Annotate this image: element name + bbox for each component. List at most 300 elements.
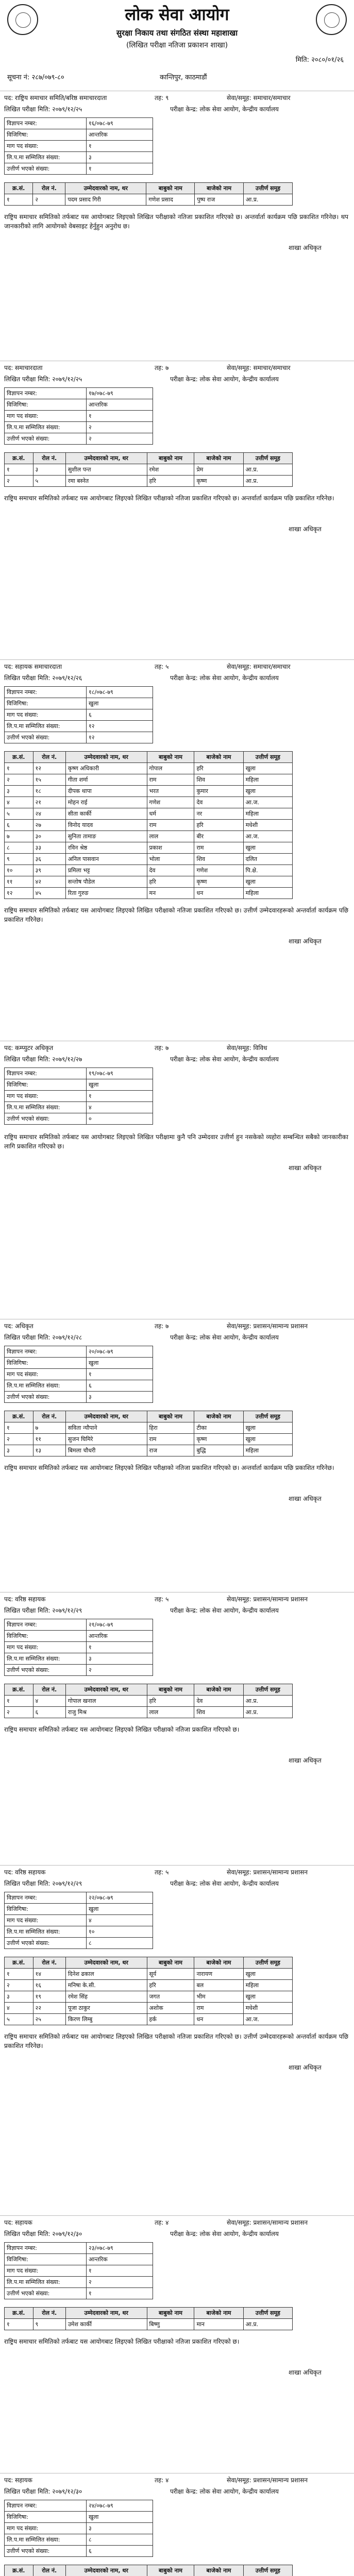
exam-date: लिखित परीक्षा मिति: २०७९/१२/२८ [4, 1334, 82, 1341]
post-row [0, 1041, 354, 1053]
summary-row [5, 433, 153, 445]
table-cell: नर [194, 808, 243, 820]
table-cell: आ.ज. [243, 797, 292, 808]
table-cell: ७ [5, 831, 33, 842]
table-cell: ४ [5, 797, 33, 808]
summary-table [4, 686, 153, 743]
post-name: पद: कम्प्युटर अधिकृत [4, 1044, 54, 1052]
summary-label: विजिगिषा: [5, 1358, 87, 1369]
summary-label: विज्ञापन नम्बर: [5, 2243, 87, 2254]
exam-date: लिखित परीक्षा मिति: २०७९/१२/३० [4, 2230, 82, 2238]
post-level: तह: ४ [155, 2477, 169, 2484]
summary-value: १२ [87, 732, 153, 743]
summary-value: ० [87, 1113, 153, 1125]
column-header: उम्मेदवारको नाम, थर [65, 2565, 147, 2576]
summary-row [5, 687, 153, 698]
table-row [5, 1445, 293, 1456]
section-signer: शाखा अधिकृत [289, 938, 322, 945]
table-row [5, 1980, 293, 1991]
table-cell: ११ [33, 1434, 65, 1445]
table-cell: रमेश सिंह [65, 1991, 147, 2003]
table-cell: गोपाल [147, 763, 194, 774]
summary-row [5, 1665, 153, 1676]
table-cell: कृष्ण [194, 476, 243, 487]
column-header: उम्मेदवारको नाम, थर [65, 752, 147, 763]
column-header: उम्मेदवारको नाम, थर [65, 1957, 147, 1969]
result-section [0, 361, 354, 533]
summary-value: २३/०७८-७९ [87, 2243, 153, 2254]
table-cell: १८ [33, 786, 65, 797]
exam-meta-row [0, 2485, 354, 2496]
section-signer: शाखा अधिकृत [289, 1164, 322, 1172]
table-cell: १ [5, 1696, 33, 1707]
table-cell: महिला [243, 1445, 292, 1456]
table-row [5, 774, 293, 786]
results-header-row [5, 1411, 293, 1422]
table-cell: ६ [5, 820, 33, 831]
post-service: सेवा/समूह: प्रशासन/सामान्य प्रशासन [227, 1596, 308, 1603]
summary-label: विजिगिषा: [5, 1904, 87, 1915]
table-cell: ४५ [33, 888, 65, 899]
summary-value: २ [87, 433, 153, 445]
summary-table-wrap [4, 1346, 153, 1403]
column-header: उम्मेदवारको नाम, थर [65, 183, 146, 194]
summary-label: विजिगिषा: [5, 1079, 87, 1091]
table-row [5, 476, 293, 487]
table-cell: खुला [243, 842, 292, 854]
results-table [4, 1411, 293, 1456]
post-name: पद: वरिष्ठ सहायक [4, 1596, 46, 1603]
table-cell: ४२ [33, 876, 65, 888]
summary-value: १ [87, 1091, 153, 1102]
table-cell: हरि [147, 476, 194, 487]
result-note: राष्ट्रिय समाचार समितिको तर्फबाट यस आयोगबाट लिइएको लिखित परीक्षाको नतिजा प्रकाशित गरिएको छ। [4, 2338, 240, 2345]
post-level: तह: ९ [155, 94, 169, 101]
exam-center: परीक्षा केन्द्र: लोक सेवा आयोग, केन्द्रीय कार्यालय [170, 1334, 279, 1341]
summary-label: लि.प.मा सम्मिलित संख्या: [5, 152, 87, 163]
table-row [5, 2014, 293, 2025]
summary-label: उत्तीर्ण भएको संख्या: [5, 1938, 87, 1949]
table-cell: दलित [243, 854, 292, 865]
summary-row [5, 1642, 153, 1653]
summary-value: आन्तरिक [87, 129, 153, 141]
table-cell: खुला [243, 763, 292, 774]
table-cell: सन्तोष पौडेल [65, 876, 147, 888]
summary-row [5, 1392, 153, 1403]
column-header: क्र.सं. [5, 183, 33, 194]
table-cell: २ [5, 1980, 33, 1991]
table-cell: ३ [5, 786, 33, 797]
column-header: बाबुको नाम [147, 1411, 194, 1422]
result-note: राष्ट्रिय समाचार समितिको तर्फबाट यस आयोगबाट लिइएको लिखित परीक्षाको नतिजा प्रकाशित गरिएको छ। अन्तर्वार्ता कार्यक्रम पछि प्रकाशित गरिनेछ। थप जानकारीको लागि आयोगको वेबसाइट हेर्नुहुन अनुरोध छ। [4, 213, 348, 230]
summary-row [5, 129, 153, 141]
summary-value: ६ [87, 709, 153, 721]
summary-label: लि.प.मा सम्मिलित संख्या: [5, 1653, 87, 1665]
table-cell: ३६ [33, 854, 65, 865]
summary-row [5, 1358, 153, 1369]
table-row [5, 786, 293, 797]
result-section [0, 1319, 354, 1502]
summary-row [5, 152, 153, 163]
table-cell: रमा बस्नेत [65, 476, 147, 487]
summary-row [5, 1631, 153, 1642]
post-level: तह: ४ [155, 2219, 169, 2226]
result-section [0, 91, 354, 251]
summary-row [5, 2277, 153, 2288]
exam-center: परीक्षा केन्द्र: लोक सेवा आयोग, केन्द्रीय कार्यालय [170, 2230, 279, 2238]
table-cell: जगत [147, 1991, 194, 2003]
table-cell: सुजन घिमिरे [65, 1434, 147, 1445]
summary-value: खुला [87, 2512, 153, 2523]
exam-center: परीक्षा केन्द्र: लोक सेवा आयोग, केन्द्रीय कार्यालय [170, 106, 279, 113]
table-cell: आ.प्र. [243, 1707, 292, 1718]
summary-label: उत्तीर्ण भएको संख्या: [5, 2546, 87, 2557]
results-header-row [5, 453, 293, 464]
table-cell: १ [5, 1969, 33, 1980]
summary-value: खुला [87, 1358, 153, 1369]
table-cell: १ [5, 464, 33, 476]
post-service: सेवा/समूह: विविध [227, 1044, 267, 1052]
summary-table-wrap [4, 1619, 153, 1676]
post-row [0, 2215, 354, 2227]
table-cell: प्रेम [194, 464, 243, 476]
summary-value: १ [87, 1369, 153, 1380]
column-header: उम्मेदवारको नाम, थर [65, 1411, 147, 1422]
table-cell: २ [33, 194, 65, 206]
table-cell: राम [147, 820, 194, 831]
summary-label: विज्ञापन नम्बर: [5, 1346, 87, 1358]
summary-row [5, 1619, 153, 1631]
column-header: बाबुको नाम [147, 752, 194, 763]
table-cell: २४ [33, 808, 65, 820]
exam-date: लिखित परीक्षा मिति: २०७९/१२/२९ [4, 1880, 82, 1887]
summary-table [4, 387, 153, 445]
summary-row [5, 1938, 153, 1949]
table-cell: ३० [33, 831, 65, 842]
column-header: क्र.सं. [5, 1411, 33, 1422]
summary-value: १६/०७८-७९ [87, 118, 153, 129]
table-cell: ७ [33, 1422, 65, 1434]
summary-label: विज्ञापन नम्बर: [5, 687, 87, 698]
table-row [5, 194, 293, 206]
table-cell: हिरा [147, 1422, 194, 1434]
summary-label: विजिगिषा: [5, 2512, 87, 2523]
post-name: पद: राष्ट्रिय समाचार समिति/बरिष्ठ समाचारदाता [4, 94, 107, 101]
column-header: रोल नं. [33, 1684, 65, 1696]
table-cell: १४ [33, 1969, 65, 1980]
summary-row [5, 2288, 153, 2299]
table-cell: लाल [147, 1707, 194, 1718]
summary-label: लि.प.मा सम्मिलित संख्या: [5, 2534, 87, 2546]
table-row [5, 876, 293, 888]
table-cell: खुला [243, 1991, 292, 2003]
exam-meta-row [0, 1331, 354, 1342]
summary-row [5, 1926, 153, 1938]
post-service: सेवा/समूह: प्रशासन/सामान्य प्रशासन [227, 2219, 308, 2226]
summary-row [5, 1892, 153, 1904]
post-service: सेवा/समूह: प्रशासन/सामान्य प्रशासन [227, 1869, 308, 1876]
summary-label: माग पद संख्या: [5, 2523, 87, 2534]
table-cell: खुला [243, 1422, 292, 1434]
table-cell: आ.प्र. [243, 476, 292, 487]
summary-value: २ [87, 2277, 153, 2288]
summary-label: माग पद संख्या: [5, 1091, 87, 1102]
summary-value: ८ [87, 2534, 153, 2546]
table-cell: २२ [33, 2003, 65, 2014]
column-header: रोल नं. [33, 2565, 65, 2576]
table-cell: १ [5, 2319, 33, 2330]
table-cell: १ [5, 763, 33, 774]
summary-table [4, 117, 153, 175]
summary-label: विज्ञापन नम्बर: [5, 1068, 87, 1079]
table-cell: २ [5, 1434, 33, 1445]
summary-value: ३ [87, 1653, 153, 1665]
exam-date: लिखित परीक्षा मिति: २०७९/१२/२९ [4, 1607, 82, 1614]
summary-value: ८ [87, 1938, 153, 1949]
table-cell: अनिल पासवान [65, 854, 147, 865]
table-row [5, 1707, 293, 1718]
summary-label: माग पद संख्या: [5, 709, 87, 721]
post-row [0, 91, 354, 103]
table-cell: सुनिता तामाङ [65, 831, 147, 842]
summary-label: विज्ञापन नम्बर: [5, 388, 87, 399]
summary-row [5, 388, 153, 399]
table-cell: आ.प्र. [243, 1696, 292, 1707]
result-section [0, 1592, 354, 1764]
summary-row [5, 2523, 153, 2534]
column-header: उत्तीर्ण समूह [243, 1684, 292, 1696]
summary-row [5, 2500, 153, 2512]
summary-value: खुला [87, 698, 153, 709]
section-signer: शाखा अधिकृत [289, 2369, 322, 2376]
table-cell: ४ [5, 2003, 33, 2014]
post-name: पद: अधिकृत [4, 1323, 33, 1330]
table-row [5, 831, 293, 842]
summary-label: लि.प.मा सम्मिलित संख्या: [5, 2277, 87, 2288]
table-cell: ३९ [33, 865, 65, 876]
exam-date: लिखित परीक्षा मिति: २०७९/१२/२७ [4, 1056, 82, 1063]
summary-table-wrap [4, 686, 153, 743]
column-header: रोल नं. [33, 2308, 65, 2319]
exam-meta-row [0, 671, 354, 683]
notice-date: मिति: २०८०/०१/२६ [295, 56, 344, 64]
post-row [0, 2473, 354, 2485]
summary-value: ३ [87, 152, 153, 163]
summary-value: ३ [87, 2523, 153, 2534]
table-cell: खुला [243, 876, 292, 888]
result-section [0, 2473, 354, 2574]
summary-value: आन्तरिक [87, 1631, 153, 1642]
table-cell: भरत [147, 786, 194, 797]
summary-value: १८/०७८-७९ [87, 687, 153, 698]
post-service: सेवा/समूह: प्रशासन/सामान्य प्रशासन [227, 1323, 308, 1330]
section-signer: शाखा अधिकृत [289, 1757, 322, 1764]
notice-header [0, 0, 354, 88]
summary-label: माग पद संख्या: [5, 141, 87, 152]
results-table [4, 2565, 293, 2576]
summary-row [5, 422, 153, 433]
table-cell: मधेशी [243, 820, 292, 831]
column-header: रोल नं. [33, 1957, 65, 1969]
table-cell: बुद्धि [194, 1445, 243, 1456]
table-cell: देव [147, 865, 194, 876]
column-header: उत्तीर्ण समूह [243, 1411, 292, 1422]
column-header: उम्मेदवारको नाम, थर [65, 453, 147, 464]
summary-table-wrap [4, 2500, 153, 2557]
table-cell: शिव [194, 854, 243, 865]
summary-label: उत्तीर्ण भएको संख्या: [5, 732, 87, 743]
table-cell: खुला [243, 1969, 292, 1980]
post-name: पद: सहायक [4, 2219, 32, 2226]
table-cell: प्रमिला भट्ट [65, 865, 147, 876]
table-cell: ५ [5, 808, 33, 820]
summary-table [4, 2500, 153, 2557]
table-cell: पूजा ठाकुर [65, 2003, 147, 2014]
table-cell: दीपक थापा [65, 786, 147, 797]
table-cell: आ.ज. [243, 831, 292, 842]
summary-value: २ [87, 422, 153, 433]
table-cell: १ [5, 194, 33, 206]
summary-row [5, 118, 153, 129]
page-subtitle: सुरक्षा निकाय तथा संगठित संस्था महाशाखा [116, 28, 238, 38]
column-header: क्र.सं. [5, 752, 33, 763]
summary-row [5, 2512, 153, 2523]
table-cell: खुला [243, 1434, 292, 1445]
page-title: लोक सेवा आयोग [125, 5, 229, 24]
table-cell: १ [5, 1422, 33, 1434]
summary-value: आन्तरिक [87, 399, 153, 411]
table-row [5, 464, 293, 476]
table-cell: उमेश कार्की [65, 2319, 147, 2330]
result-note: राष्ट्रिय समाचार समितिको तर्फबाट यस आयोगबाट लिइएको लिखित परीक्षाको नतिजा प्रकाशित गरिएको छ। अन्तर्वार्ता कार्यक्रम पछि प्रकाशित गरिनेछ। [4, 1464, 334, 1471]
summary-label: विज्ञापन नम्बर: [5, 118, 87, 129]
table-cell: आ.ज. [243, 2014, 292, 2025]
table-cell: हरि [147, 876, 194, 888]
table-row [5, 808, 293, 820]
summary-value: २४/०७८-७९ [87, 2500, 153, 2512]
summary-value: १ [87, 411, 153, 422]
table-cell: शिव [194, 1707, 243, 1718]
table-cell: किरण लिम्बु [65, 2014, 147, 2025]
summary-row [5, 1653, 153, 1665]
summary-table [4, 1067, 153, 1125]
column-header: रोल नं. [33, 453, 65, 464]
exam-meta-row [0, 1604, 354, 1615]
column-header: बाबुको नाम [147, 1684, 194, 1696]
summary-row [5, 1068, 153, 1079]
column-header: बाजेको नाम [194, 1411, 243, 1422]
result-section [0, 659, 354, 945]
table-cell: २ [5, 774, 33, 786]
exam-date: लिखित परीक्षा मिति: २०७९/१२/२६ [4, 674, 82, 682]
exam-meta-row [0, 372, 354, 384]
table-row [5, 2319, 293, 2330]
table-cell: भीम [194, 1991, 243, 2003]
column-header: बाजेको नाम [195, 183, 244, 194]
summary-table-wrap [4, 1067, 153, 1125]
summary-value: २०/०७८-७९ [87, 1346, 153, 1358]
table-cell: कृष्ण [194, 1434, 243, 1445]
summary-row [5, 411, 153, 422]
post-row [0, 361, 354, 372]
table-cell: बिष्णु [147, 2319, 194, 2330]
section-signer: शाखा अधिकृत [289, 244, 322, 251]
summary-label: लि.प.मा सम्मिलित संख्या: [5, 422, 87, 433]
table-cell: पदम प्रसाद गिरी [65, 194, 146, 206]
table-cell: ६ [33, 1707, 65, 1718]
table-cell: धन [194, 888, 243, 899]
column-header: उत्तीर्ण समूह [243, 752, 292, 763]
summary-row [5, 1091, 153, 1102]
summary-row [5, 1904, 153, 1915]
table-cell: १० [5, 865, 33, 876]
post-level: तह: ७ [155, 1044, 169, 1052]
summary-label: माग पद संख्या: [5, 1642, 87, 1653]
table-cell: मन [147, 888, 194, 899]
post-level: तह: ७ [155, 364, 169, 371]
column-header: बाबुको नाम [146, 183, 195, 194]
summary-label: विजिगिषा: [5, 698, 87, 709]
table-cell: देव [194, 797, 243, 808]
summary-label: विजिगिषा: [5, 399, 87, 411]
table-cell: ५ [33, 476, 65, 487]
summary-row [5, 2254, 153, 2265]
exam-center: परीक्षा केन्द्र: लोक सेवा आयोग, केन्द्रीय कार्यालय [170, 376, 279, 383]
results-table [4, 1957, 293, 2025]
summary-value: १ [87, 1642, 153, 1653]
table-cell: २७ [33, 820, 65, 831]
table-cell: २ [5, 1707, 33, 1718]
post-name: पद: सहायक [4, 2477, 32, 2484]
table-cell: शिव [194, 774, 243, 786]
summary-label: विजिगिषा: [5, 2254, 87, 2265]
section-signer: शाखा अधिकृत [289, 2064, 322, 2071]
summary-value: खुला [87, 1079, 153, 1091]
table-cell: लाल [147, 831, 194, 842]
exam-date: लिखित परीक्षा मिति: २०७९/१२/२५ [4, 376, 82, 383]
table-cell: आ.प्र. [243, 2319, 292, 2330]
table-row [5, 1422, 293, 1434]
table-cell: रविन श्रेष्ठ [65, 842, 147, 854]
table-cell: ३ [5, 1991, 33, 2003]
post-name: पद: समाचारदाता [4, 364, 43, 371]
summary-row [5, 1915, 153, 1926]
column-header: उम्मेदवारको नाम, थर [65, 1684, 147, 1696]
column-header: उत्तीर्ण समूह [243, 2308, 292, 2319]
table-cell: १५ [33, 774, 65, 786]
summary-table-wrap [4, 387, 153, 445]
summary-value: २ [87, 1665, 153, 1676]
column-header: उत्तीर्ण समूह [243, 183, 292, 194]
table-cell: कृष्ण अधिकारी [65, 763, 147, 774]
table-cell: धन [194, 2014, 243, 2025]
column-header: बाबुको नाम [147, 1957, 194, 1969]
table-cell: विनोद यादव [65, 820, 147, 831]
page-subtitle-2: (लिखित परीक्षा नतिजा प्रकाशन शाखा) [126, 41, 228, 49]
summary-label: विज्ञापन नम्बर: [5, 1619, 87, 1631]
table-row [5, 763, 293, 774]
table-cell: हर्क [147, 2014, 194, 2025]
summary-label: उत्तीर्ण भएको संख्या: [5, 1113, 87, 1125]
summary-label: उत्तीर्ण भएको संख्या: [5, 1392, 87, 1403]
section-signer: शाखा अधिकृत [289, 1495, 322, 1502]
summary-label: लि.प.मा सम्मिलित संख्या: [5, 721, 87, 732]
summary-value: १० [87, 1926, 153, 1938]
table-row [5, 1696, 293, 1707]
summary-label: लि.प.मा सम्मिलित संख्या: [5, 1926, 87, 1938]
table-cell: आ.प्र. [243, 194, 292, 206]
summary-value: २१/०७८-७९ [87, 1619, 153, 1631]
